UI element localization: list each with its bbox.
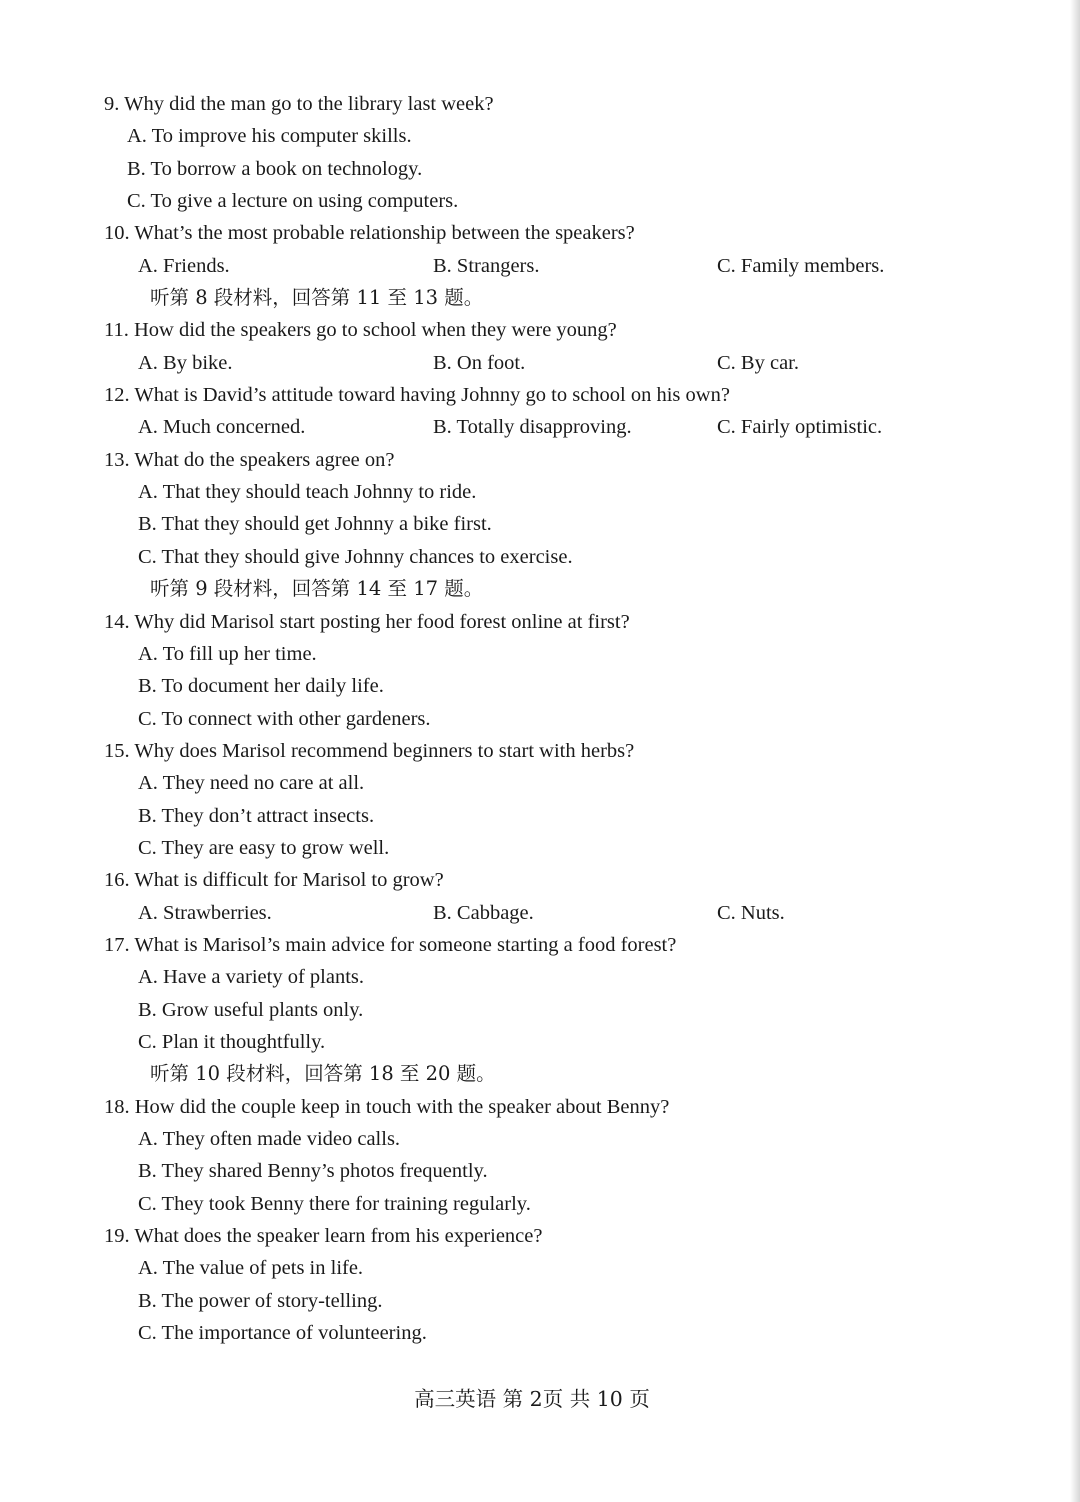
page-edge-shadow bbox=[1070, 0, 1080, 1502]
section-8-instruction: 听第 8 段材料，回答第 11 至 13 题。 bbox=[150, 286, 484, 310]
question-11-option-c: C. By car. bbox=[717, 351, 799, 374]
question-12-option-c: C. Fairly optimistic. bbox=[717, 416, 883, 439]
question-18-option-b: B. They shared Benny’s photos frequently. bbox=[138, 1160, 488, 1183]
question-19-stem: 19. What does the speaker learn from his experience? bbox=[104, 1225, 543, 1248]
question-11-option-a: A. By bike. bbox=[138, 351, 233, 374]
section-9-instruction: 听第 9 段材料，回答第 14 至 17 题。 bbox=[150, 577, 484, 601]
question-13-option-c: C. That they should give Johnny chances to exercise. bbox=[138, 545, 573, 568]
question-16-option-b: B. Cabbage. bbox=[433, 901, 534, 924]
question-15-option-a: A. They need no care at all. bbox=[138, 772, 365, 795]
question-9-option-a: A. To improve his computer skills. bbox=[127, 125, 412, 148]
question-10-option-a: A. Friends. bbox=[138, 254, 230, 277]
question-12-stem: 12. What is David’s attitude toward having Johnny go to school on his own? bbox=[104, 384, 730, 407]
question-17-option-c: C. Plan it thoughtfully. bbox=[138, 1030, 326, 1053]
question-9-stem: 9. Why did the man go to the library last week? bbox=[104, 93, 494, 115]
question-12-option-a: A. Much concerned. bbox=[138, 416, 306, 439]
question-13-option-b: B. That they should get Johnny a bike first. bbox=[138, 513, 492, 536]
question-16-option-c: C. Nuts. bbox=[717, 901, 785, 924]
question-9-option-c: C. To give a lecture on using computers. bbox=[127, 190, 459, 213]
question-12-option-b: B. Totally disapproving. bbox=[433, 416, 632, 439]
question-list bbox=[0, 88, 1060, 1349]
question-16-options bbox=[0, 897, 1060, 929]
question-11-option-b: B. On foot. bbox=[433, 351, 526, 374]
question-17-stem: 17. What is Marisol’s main advice for someone starting a food forest? bbox=[104, 933, 677, 956]
question-16-stem: 16. What is difficult for Marisol to grow? bbox=[104, 869, 444, 892]
question-14-option-a: A. To fill up her time. bbox=[138, 642, 317, 665]
question-12-options bbox=[0, 411, 1060, 443]
question-11-options bbox=[0, 347, 1060, 379]
question-9-option-b: B. To borrow a book on technology. bbox=[127, 157, 423, 180]
page-footer: 高三英语 第 2页 共 10 页 bbox=[414, 1387, 650, 1411]
question-19-option-b: B. The power of story-telling. bbox=[138, 1289, 383, 1312]
question-14-stem: 14. Why did Marisol start posting her food forest online at first? bbox=[104, 610, 630, 633]
question-18-option-a: A. They often made video calls. bbox=[138, 1128, 401, 1150]
question-16-option-a: A. Strawberries. bbox=[138, 901, 272, 924]
question-19-option-a: A. The value of pets in life. bbox=[138, 1257, 364, 1280]
question-13-stem: 13. What do the speakers agree on? bbox=[104, 448, 395, 471]
question-10-option-b: B. Strangers. bbox=[433, 254, 540, 277]
question-18-stem: 18. How did the couple keep in touch with the speaker about Benny? bbox=[104, 1095, 670, 1118]
section-10-instruction: 听第 10 段材料，回答第 18 至 20 题。 bbox=[150, 1062, 496, 1086]
question-11-stem: 11. How did the speakers go to school when they were young? bbox=[104, 319, 617, 342]
question-10-option-c: C. Family members. bbox=[717, 254, 885, 277]
question-14-option-b: B. To document her daily life. bbox=[138, 675, 384, 698]
question-18-option-c: C. They took Benny there for training regularly. bbox=[138, 1192, 531, 1215]
question-10-options bbox=[0, 250, 1060, 282]
question-15-option-b: B. They don’t attract insects. bbox=[138, 804, 375, 827]
question-15-stem: 15. Why does Marisol recommend beginners to start with herbs? bbox=[104, 739, 635, 762]
question-13-option-a: A. That they should teach Johnny to ride. bbox=[138, 481, 477, 504]
question-14-option-c: C. To connect with other gardeners. bbox=[138, 707, 431, 730]
question-17-option-a: A. Have a variety of plants. bbox=[138, 966, 364, 989]
question-17-option-b: B. Grow useful plants only. bbox=[138, 998, 364, 1021]
question-19-option-c: C. The importance of volunteering. bbox=[138, 1322, 427, 1345]
question-10-stem: 10. What’s the most probable relationship between the speakers? bbox=[104, 222, 635, 245]
question-15-option-c: C. They are easy to grow well. bbox=[138, 836, 390, 859]
